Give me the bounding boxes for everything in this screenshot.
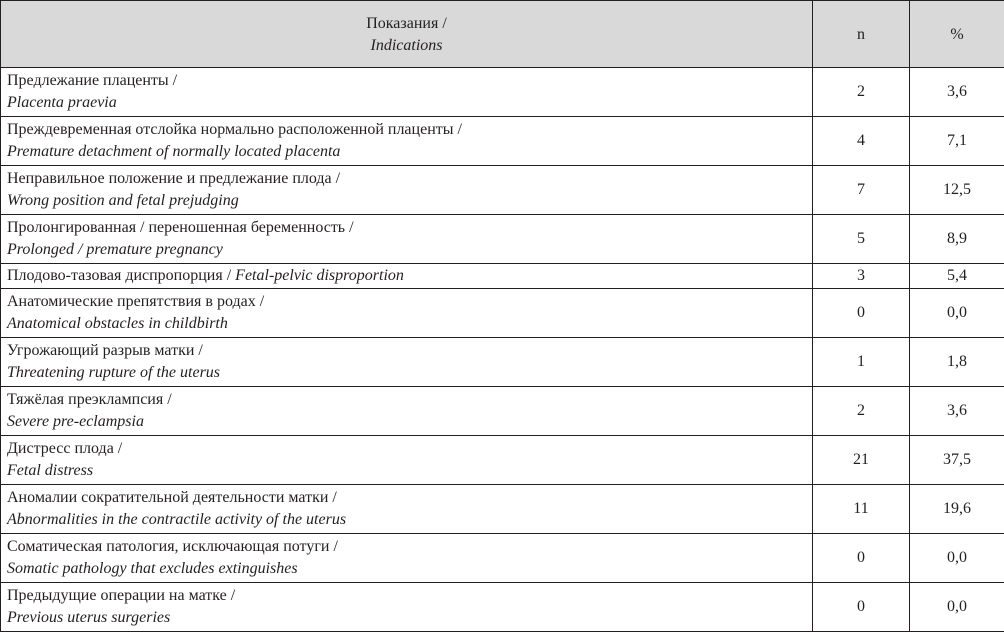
indication-cell (1, 68, 813, 117)
indication-en: Previous uterus surgeries (7, 607, 806, 629)
count-cell: 7 (813, 166, 910, 215)
indication-en: Abnormalities in the contractile activity of the uterus (7, 509, 806, 531)
indication-cell (1, 485, 813, 534)
percent-cell: 5,4 (910, 264, 1004, 289)
percent-cell: 3,6 (910, 68, 1004, 117)
indication-cell (1, 215, 813, 264)
indication-cell (1, 387, 813, 436)
table-row (1, 215, 1004, 264)
indication-ru: Анатомические препятствия в родах / (7, 291, 806, 313)
count-cell: 0 (813, 289, 910, 338)
header-indications-en: Indications (7, 35, 806, 57)
percent-cell: 0,0 (910, 289, 1004, 338)
count-cell: 3 (813, 264, 910, 289)
table-row (1, 68, 1004, 117)
percent-cell: 37,5 (910, 436, 1004, 485)
indication-ru: Тяжёлая преэклампсия / (7, 389, 806, 411)
percent-cell: 19,6 (910, 485, 1004, 534)
percent-cell: 8,9 (910, 215, 1004, 264)
indication-ru: Предлежание плаценты / (7, 70, 806, 92)
percent-cell: 7,1 (910, 117, 1004, 166)
table-row (1, 166, 1004, 215)
indication-ru: Пролонгированная / переношенная беременность / (7, 217, 806, 239)
percent-cell: 1,8 (910, 338, 1004, 387)
indication-en: Prolonged / premature pregnancy (7, 239, 806, 261)
indication-cell (1, 264, 813, 289)
header-percent: % (910, 1, 1004, 68)
header-indications-ru: Показания / (7, 13, 806, 35)
table-header (1, 1, 1004, 68)
table-row (1, 485, 1004, 534)
indication-en: Somatic pathology that excludes extinguishes (7, 558, 806, 580)
count-cell: 21 (813, 436, 910, 485)
percent-cell: 12,5 (910, 166, 1004, 215)
table-row (1, 534, 1004, 583)
indication-cell (1, 289, 813, 338)
count-cell: 1 (813, 338, 910, 387)
percent-cell: 0,0 (910, 534, 1004, 583)
percent-cell: 3,6 (910, 387, 1004, 436)
table-row (1, 264, 1004, 289)
indication-cell (1, 338, 813, 387)
indication-en: Threatening rupture of the uterus (7, 362, 806, 384)
indication-cell (1, 583, 813, 632)
indication-cell (1, 117, 813, 166)
indication-cell (1, 436, 813, 485)
count-cell: 2 (813, 68, 910, 117)
table-row (1, 436, 1004, 485)
table-body (1, 68, 1004, 632)
table-row (1, 387, 1004, 436)
indication-ru: Соматическая патология, исключающая потуги / (7, 536, 806, 558)
indication-cell (1, 166, 813, 215)
indication-ru: Предыдущие операции на матке / (7, 585, 806, 607)
table-row (1, 289, 1004, 338)
count-cell: 0 (813, 583, 910, 632)
header-row (1, 1, 1004, 68)
indication-en: Severe pre-eclampsia (7, 411, 806, 433)
percent-cell: 0,0 (910, 583, 1004, 632)
table-row (1, 117, 1004, 166)
indication-ru: Плодово-тазовая диспропорция / (7, 267, 235, 284)
indication-ru: Неправильное положение и предлежание плода / (7, 168, 806, 190)
indication-cell (1, 534, 813, 583)
count-cell: 5 (813, 215, 910, 264)
header-n: n (813, 1, 910, 68)
count-cell: 2 (813, 387, 910, 436)
indication-en: Placenta praevia (7, 92, 806, 114)
indication-en: Fetal-pelvic disproportion (235, 267, 404, 284)
table-row (1, 338, 1004, 387)
indication-en: Fetal distress (7, 460, 806, 482)
indication-en: Anatomical obstacles in childbirth (7, 313, 806, 335)
header-indications (1, 1, 813, 68)
count-cell: 11 (813, 485, 910, 534)
indication-ru: Аномалии сократительной деятельности матки / (7, 487, 806, 509)
indication-ru: Дистресс плода / (7, 438, 806, 460)
indication-en: Premature detachment of normally located placenta (7, 141, 806, 163)
indication-en: Wrong position and fetal prejudging (7, 190, 806, 212)
table-row (1, 583, 1004, 632)
count-cell: 0 (813, 534, 910, 583)
count-cell: 4 (813, 117, 910, 166)
indication-ru: Угрожающий разрыв матки / (7, 340, 806, 362)
indication-ru: Преждевременная отслойка нормально расположенной плаценты / (7, 119, 806, 141)
